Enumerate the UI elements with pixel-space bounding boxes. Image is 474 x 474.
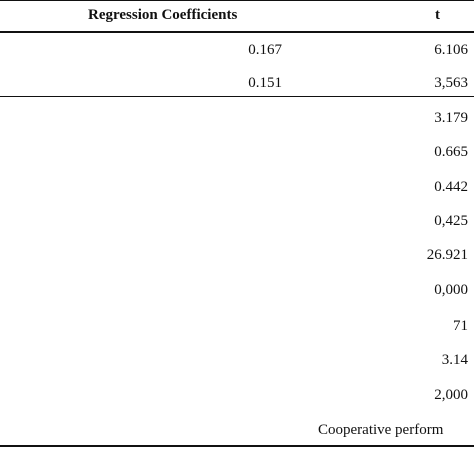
table-row-2-coef: 0.151 (248, 75, 282, 91)
table-top-rule (0, 0, 474, 1)
table-row-5-t: 0.442 (434, 179, 468, 195)
table-row-8-t: 0,000 (434, 282, 468, 298)
table-row-1-t: 6.106 (434, 42, 468, 58)
header-t: t (435, 7, 440, 23)
table-row-3-t: 3.179 (434, 110, 468, 126)
table-row-12-t: Cooperative perform (318, 422, 444, 438)
table-row-6-t: 0,425 (434, 213, 468, 229)
table-row-11-t: 2,000 (434, 387, 468, 403)
table-bottom-rule (0, 445, 474, 447)
header-rule (0, 31, 474, 33)
header-regression-coefficients: Regression Coefficients (88, 7, 238, 23)
table-row-9-t: 71 (453, 318, 468, 334)
section-rule (0, 96, 474, 97)
table-row-7-t: 26.921 (426, 247, 468, 263)
table-row-10-t: 3.14 (441, 352, 468, 368)
table-row-4-t: 0.665 (434, 144, 468, 160)
table-row-1-coef: 0.167 (248, 42, 282, 58)
table-row-2-t: 3,563 (434, 75, 468, 91)
